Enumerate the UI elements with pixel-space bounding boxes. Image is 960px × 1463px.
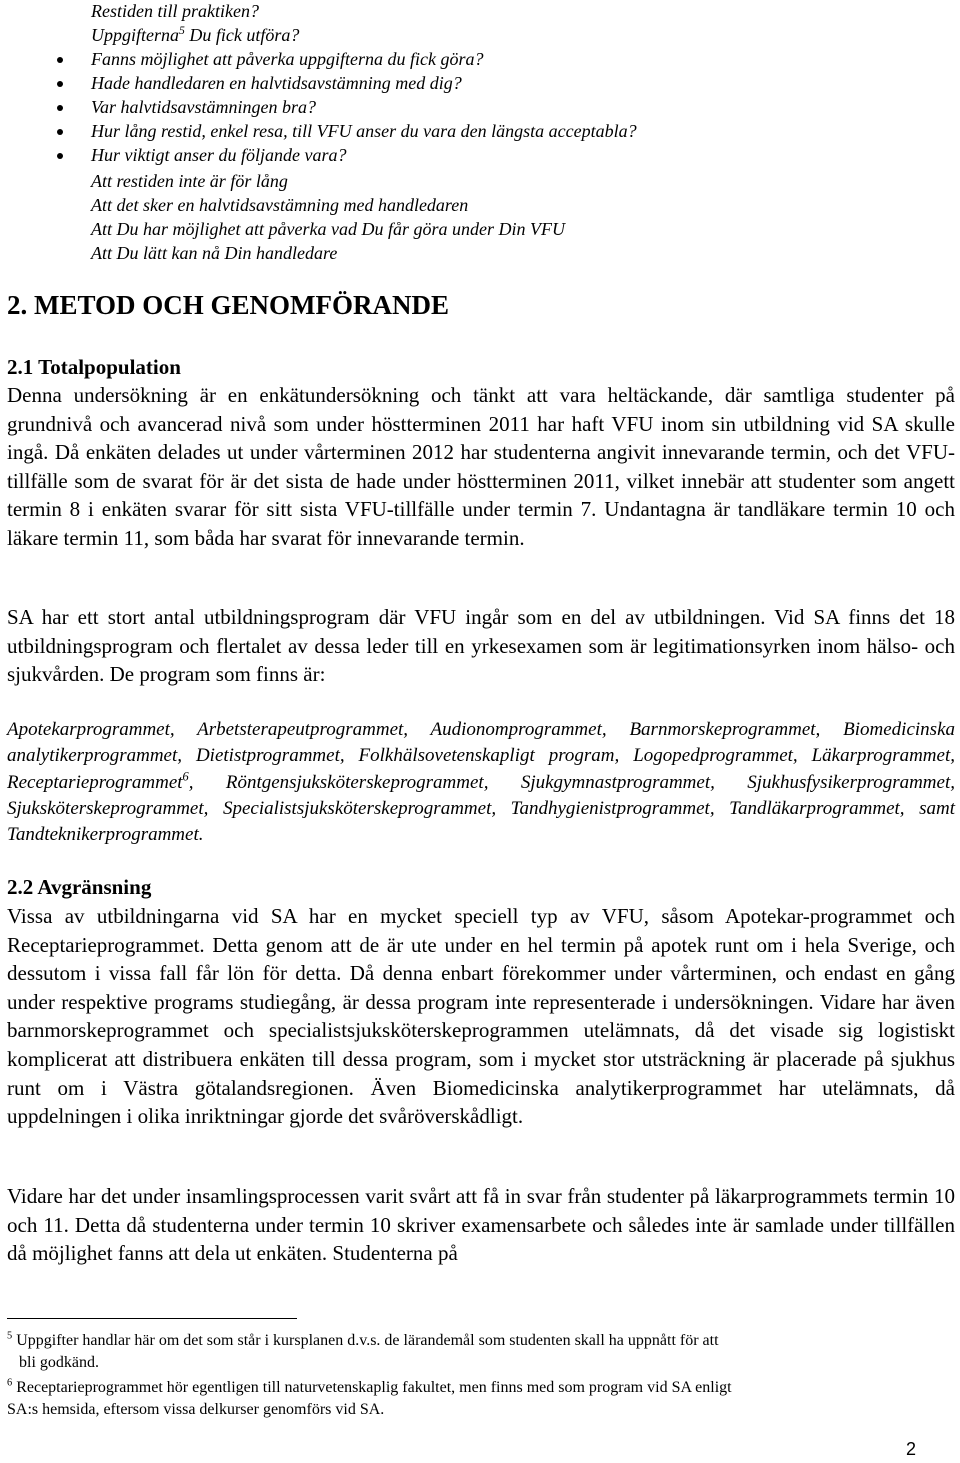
footnote-6-continuation: SA:s hemsida, eftersom vissa delkurser genomförs vid SA. [7, 1401, 385, 1418]
bullet-item-4: Hur lång restid, enkel resa, till VFU anser du vara den längsta acceptabla? [91, 121, 637, 141]
page-number: 2 [906, 1439, 917, 1459]
bullet-icon [57, 129, 63, 135]
intro-uppgifterna-text: Uppgifterna [91, 25, 179, 45]
bullet-icon [57, 105, 63, 111]
subsection-heading-totalpopulation: 2.1 Totalpopulation [7, 355, 181, 379]
sub-item-4: Att Du lätt kan nå Din handledare [91, 243, 338, 263]
bullet-item-1: Fanns möjlighet att påverka uppgifterna du fick göra? [91, 49, 484, 69]
bullet-icon [57, 57, 63, 63]
section-heading: 2. METOD OCH GENOMFÖRANDE [7, 290, 450, 320]
intro-line-uppgifterna [91, 26, 299, 44]
program-list-part-2: , Röntgensjuksköterskeprogrammet, Sjukgymnastprogrammet, Sjukhusfysikerprogrammet, Sjuksköterskeprogrammet, Specialistsjuksköterskeprogrammet, Tandhygienistprogrammet, Tandläkarprogrammet, samt Tandteknikerprogrammet. [7, 771, 955, 846]
footnote-6-number: 6 [7, 1377, 13, 1389]
program-list-part-1: Apotekarprogrammet, Arbetsterapeutprogrammet, Audionomprogrammet, Barnmorskeprogrammet, Biomedicinska analytikerprogrammet, Dietistprogrammet, Folkhälsovetenskapligt program, Logopedprogrammet, Läkarprogrammet, Receptarieprogrammet [7, 719, 955, 793]
intro-line-restiden: Restiden till praktiken? [91, 1, 259, 21]
sub-item-3: Att Du har möjlighet att påverka vad Du får göra under Din VFU [91, 219, 565, 239]
footnote-6 [7, 1377, 955, 1421]
footnote-5-number: 5 [7, 1330, 13, 1342]
paragraph-avgransning-2: Vidare har det under insamlingsprocessen varit svårt att få in svar från studenter på läkarprogrammets termin 10 och 11. Detta då studenterna under termin 10 skriver examensarbete och således inte är samlade under tillfällen då möjlighet fanns att dela ut enkäten. Studenterna på [7, 1184, 955, 1266]
footnote-ref-5: 5 [179, 24, 185, 37]
footnote-5 [7, 1330, 955, 1374]
sub-item-2: Att det sker en halvtidsavstämning med handledaren [91, 195, 469, 215]
paragraph-avgransning-1: Vissa av utbildningarna vid SA har en mycket speciell typ av VFU, såsom Apotekar-programmet och Receptarieprogrammet. Detta genom att de är ute under en hel termin på apotek runt om i hela Sverige, och dessutom i vissa fall får lön för detta. Då denna enbart förekommer under vårterminen, och endast en gång under respektive programs studiegång, är dessa program inte representerade i undersökningen. Vidare har även barnmorskeprogrammet och specialistsjuksköterskeprogrammen utelämnats, då det visade sig logistiskt komplicerat att distribuera enkäten till dessa program, som i mycket stor utsträckning är placerade på sjukhus runt om i Västra götalandsregionen. Även Biomedicinska analytikerprogrammet har utelämnats, då uppdelningen i olika inriktningar gjorde det svåröverskådligt. [7, 904, 955, 1129]
bullet-item-3: Var halvtidsavstämningen bra? [91, 97, 316, 117]
bullet-icon [57, 153, 63, 159]
footnote-5-continuation: bli godkänd. [19, 1354, 99, 1371]
paragraph-totalpopulation-1: Denna undersökning är en enkätundersökning och tänkt att vara heltäckande, där samtliga studenter på grundnivå och avancerad nivå som under höstterminen 2011 har haft VFU inom sin utbildning vid SA skulle ingå. Då enkäten delades ut under vårterminen 2012 har studenterna angivit innevarande termin, och det VFU-tillfälle som de svarat för är det sista de hade under höstterminen 2011, vilket innebär att studenter som angett termin 8 i enkäten svarar för sitt sista VFU-tillfälle under termin 7. Undantagna är tandläkare termin 10 och läkare termin 11, som båda har svarat för innevarande termin. [7, 383, 955, 550]
sub-item-1: Att restiden inte är för lång [91, 171, 288, 191]
program-list [7, 717, 955, 848]
paragraph-totalpopulation-2: SA har ett stort antal utbildningsprogram där VFU ingår som en del av utbildningen. Vid SA finns det 18 utbildningsprogram och flertalet av dessa leder till en yrkesexamen som är legitimationsyrken inom hälso- och sjukvården. De program som finns är: [7, 605, 955, 687]
bullet-item-2: Hade handledaren en halvtidsavstämning med dig? [91, 73, 462, 93]
bullet-icon [57, 81, 63, 87]
footnote-ref-6: 6 [182, 769, 189, 784]
footnote-divider [7, 1318, 297, 1319]
intro-du-fick-utfora-text: Du fick utföra? [184, 25, 300, 45]
bullet-item-5: Hur viktigt anser du följande vara? [91, 145, 347, 165]
footnote-5-text: Uppgifter handlar här om det som står i kursplanen d.v.s. de lärandemål som studenten skall ha uppnått för att [12, 1332, 719, 1349]
footnote-6-text: Receptarieprogrammet hör egentligen till naturvetenskaplig fakultet, men finns med som program vid SA enligt [12, 1379, 732, 1396]
subsection-heading-avgransning: 2.2 Avgränsning [7, 875, 152, 899]
